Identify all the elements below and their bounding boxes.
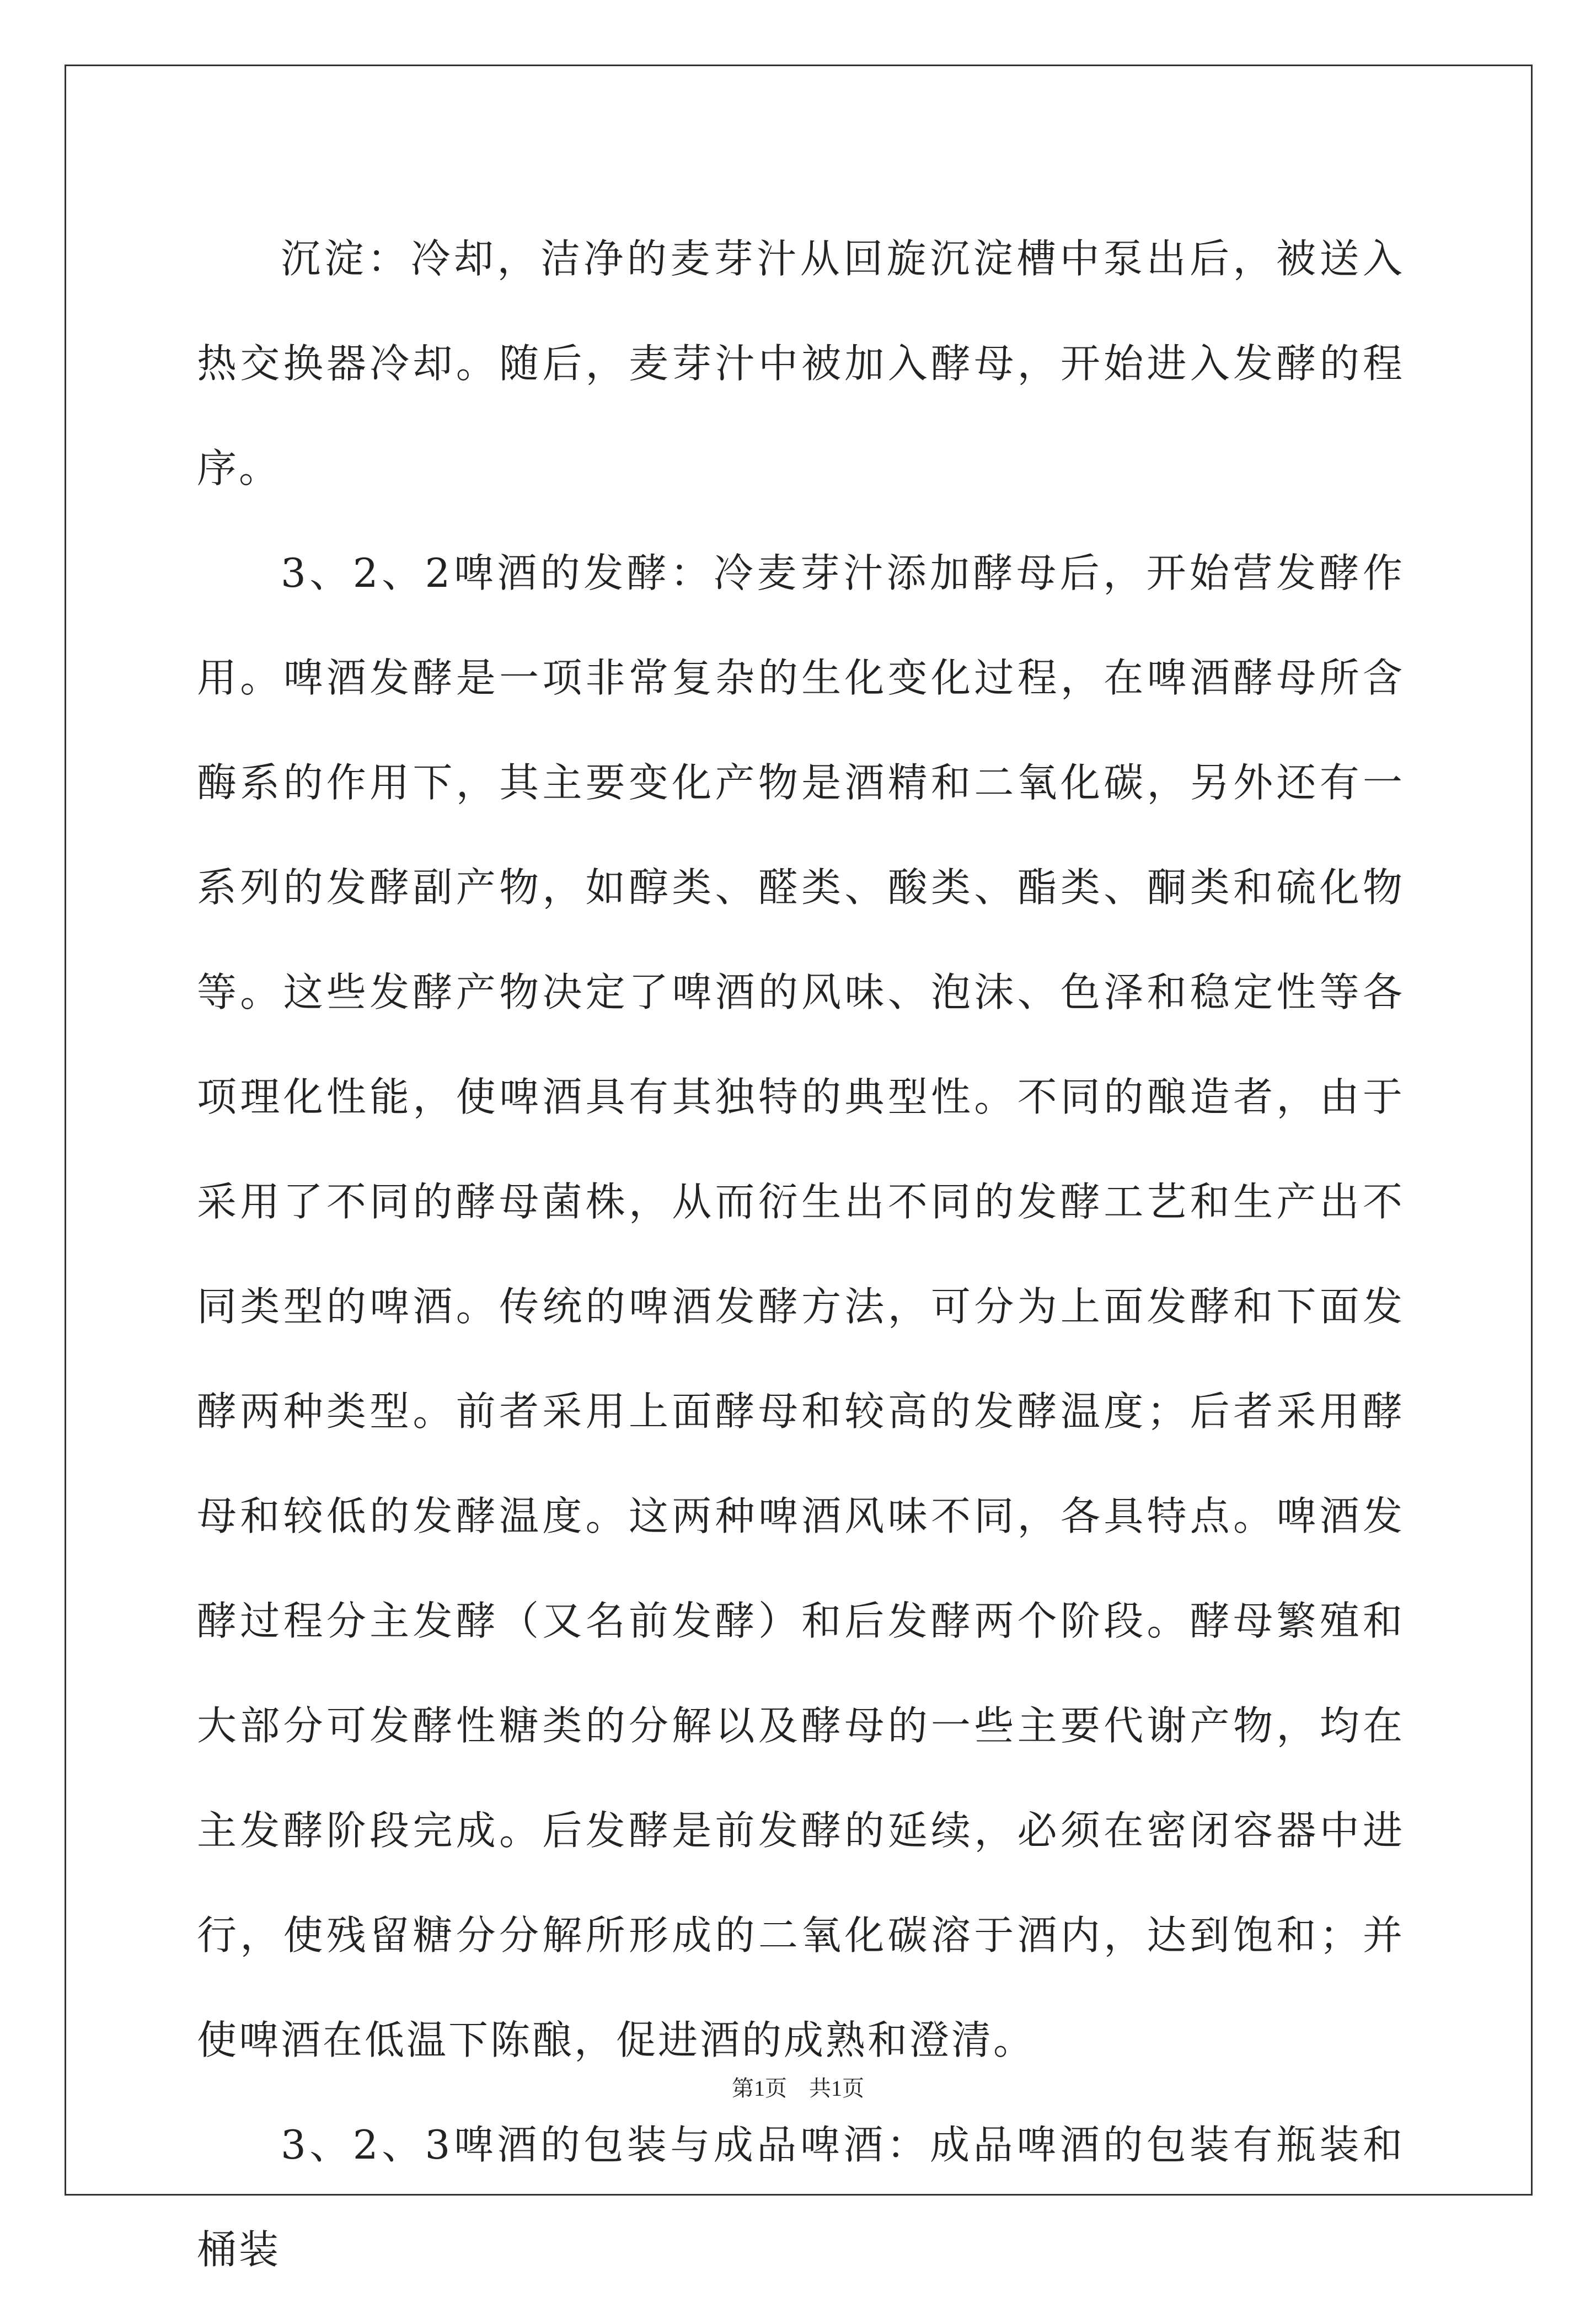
page-number: 第1页 [732, 2076, 787, 2101]
page-total: 共1页 [809, 2076, 864, 2101]
paragraph-packaging: 3、2、3啤酒的包装与成品啤酒：成品啤酒的包装有瓶装和桶装 [197, 2122, 1405, 2273]
paragraph-sedimentation: 沉淀：冷却，洁净的麦芽汁从回旋沉淀槽中泵出后，被送入热交换器冷却。随后，麦芽汁中被加入酵母，开始进入发酵的程序。 [197, 235, 1405, 491]
document-body [197, 206, 1405, 2302]
paragraph-fermentation: 3、2、2啤酒的发酵：冷麦芽汁添加酵母后，开始营发酵作用。啤酒发酵是一项非常复杂的生化变化过程，在啤酒酵母所含酶系的作用下，其主要变化产物是酒精和二氧化碳，另外还有一系列的发酵副产物，如醇类、醛类、酸类、酯类、酮类和硫化物等。这些发酵产物决定了啤酒的风味、泡沫、色泽和稳定性等各项理化性能，使啤酒具有其独特的典型性。不同的酿造者，由于采用了不同的酵母菌株，从而衍生出不同的发酵工艺和生产出不同类型的啤酒。传统的啤酒发酵方法，可分为上面发酵和下面发酵两种类型。前者采用上面酵母和较高的发酵温度；后者采用酵母和较低的发酵温度。这两种啤酒风味不同，各具特点。啤酒发酵过程分主发酵（又名前发酵）和后发酵两个阶段。酵母繁殖和大部分可发酵性糖类的分解以及酵母的一些主要代谢产物，均在主发酵阶段完成。后发酵是前发酵的延续，必须在密闭容器中进行，使残留糖分分解所形成的二氧化碳溶于酒内，达到饱和；并使啤酒在低温下陈酿，促进酒的成熟和澄清。 [197, 550, 1405, 2063]
page-footer [0, 2071, 1596, 2102]
